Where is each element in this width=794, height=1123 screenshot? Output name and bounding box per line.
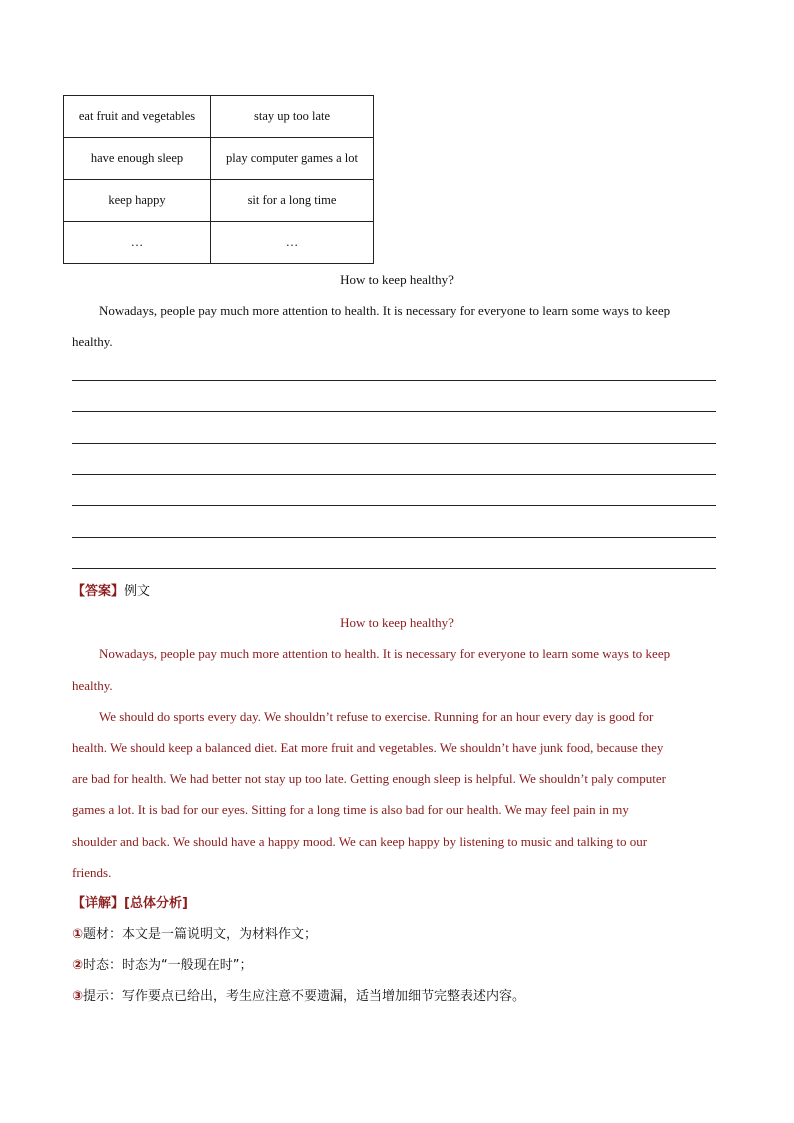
writing-line[interactable] xyxy=(72,505,716,506)
table-cell: … xyxy=(64,222,211,264)
writing-line[interactable] xyxy=(72,380,716,381)
answer-label: 【答案】 xyxy=(72,584,125,599)
table-cell: keep happy xyxy=(64,180,211,222)
answer-line-text: Nowadays, people pay much more attention to health. It is necessary for everyone to learn some ways to keep xyxy=(99,646,671,661)
detail-label-row xyxy=(72,894,188,914)
table-cell: sit for a long time xyxy=(211,180,374,222)
answer-line-text: are bad for health. We had better not stay up too late. Getting enough sleep is helpful. We shouldn’t paly computer xyxy=(72,771,666,786)
detail-label: 【详解】 xyxy=(72,896,125,911)
writing-line[interactable] xyxy=(72,537,716,538)
answer-label-suffix: 例文 xyxy=(124,584,151,599)
question-intro-cont xyxy=(72,326,722,357)
writing-line[interactable] xyxy=(72,474,716,475)
detail-heading: [总体分析] xyxy=(124,896,188,911)
answer-line xyxy=(72,826,722,857)
table-row xyxy=(64,180,374,222)
table-cell: have enough sleep xyxy=(64,138,211,180)
table-row xyxy=(64,138,374,180)
answer-line-text: We should do sports every day. We shouldn’t refuse to exercise. Running for an hour every day is good for xyxy=(99,709,654,724)
detail-item-text: 时态：时态为“一般现在时”； xyxy=(83,958,253,973)
answer-line-text: friends. xyxy=(72,865,112,880)
answer-label-row xyxy=(72,582,150,602)
answer-line xyxy=(72,763,722,794)
detail-item-number: ② xyxy=(72,958,84,973)
detail-item xyxy=(72,956,253,976)
detail-item-number: ③ xyxy=(72,989,84,1004)
answer-line-text: healthy. xyxy=(72,678,113,693)
writing-line[interactable] xyxy=(72,411,716,412)
writing-line[interactable] xyxy=(72,568,716,569)
answer-line-text: health. We should keep a balanced diet. Eat more fruit and vegetables. We shouldn’t have junk food, because they xyxy=(72,740,664,755)
question-intro-line2: healthy. xyxy=(72,334,113,349)
answer-line-text: shoulder and back. We should have a happy mood. We can keep happy by listening to music and talking to our xyxy=(72,834,648,849)
detail-item xyxy=(72,925,317,945)
table-cell: eat fruit and vegetables xyxy=(64,96,211,138)
detail-item-text: 题材：本文是一篇说明文，为材料作文； xyxy=(83,927,318,942)
answer-title: How to keep healthy? xyxy=(340,615,454,630)
detail-item-text: 提示：写作要点已给出，考生应注意不要遗漏，适当增加细节完整表述内容。 xyxy=(83,989,526,1004)
answer-line xyxy=(72,794,722,825)
question-intro xyxy=(72,295,722,326)
table-cell: play computer games a lot xyxy=(211,138,374,180)
answer-line xyxy=(72,857,722,888)
answer-line xyxy=(72,732,722,763)
answer-line xyxy=(72,670,722,701)
question-title: How to keep healthy? xyxy=(340,272,454,287)
table-row xyxy=(64,96,374,138)
answer-line-text: games a lot. It is bad for our eyes. Sitting for a long time is also bad for our health. We may feel pain in my xyxy=(72,802,629,817)
table-row xyxy=(64,222,374,264)
detail-item xyxy=(72,987,525,1007)
question-intro-line1: Nowadays, people pay much more attention to health. It is necessary for everyone to learn some ways to keep xyxy=(99,303,671,318)
writing-line[interactable] xyxy=(72,443,716,444)
table-cell: stay up too late xyxy=(211,96,374,138)
answer-line xyxy=(72,701,722,732)
detail-item-number: ① xyxy=(72,927,84,942)
table-cell: … xyxy=(211,222,374,264)
vocabulary-table xyxy=(63,95,374,264)
answer-line xyxy=(72,638,722,669)
